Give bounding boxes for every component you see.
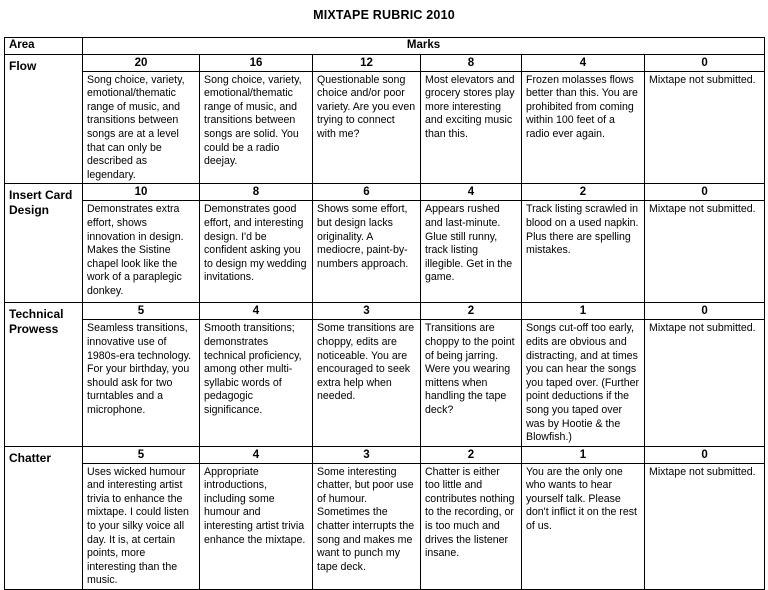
criterion-label: Flow	[5, 54, 83, 184]
score-row	[5, 54, 765, 71]
rubric-table	[4, 37, 765, 590]
criterion-label: Technical Prowess	[5, 303, 83, 446]
descriptor-cell: Demonstrates extra effort, shows innovation in design. Makes the Sistine chapel look like the work of a paraplegic donkey.	[83, 201, 200, 303]
score-row	[5, 184, 765, 201]
score-value: 0	[645, 184, 765, 201]
descriptor-cell: Mixtape not submitted.	[645, 463, 765, 589]
descriptor-cell: Transitions are choppy to the point of being jarring. Were you wearing mittens when handling the tape deck?	[421, 320, 522, 446]
criterion-label: Insert Card Design	[5, 184, 83, 303]
descriptor-cell: Mixtape not submitted.	[645, 71, 765, 184]
descriptor-cell: Mixtape not submitted.	[645, 320, 765, 446]
descriptor-cell: Seamless transitions, innovative use of 1980s-era technology. For your birthday, you should ask for two turntables and a microphone.	[83, 320, 200, 446]
marks-header: Marks	[83, 38, 765, 55]
score-value: 2	[421, 446, 522, 463]
descriptor-cell: Most elevators and grocery stores play more interesting and exciting music than this.	[421, 71, 522, 184]
score-value: 1	[522, 446, 645, 463]
descriptor-cell: Some interesting chatter, but poor use of humour. Sometimes the chatter interrupts the song and makes me want to punch my tape deck.	[313, 463, 421, 589]
score-row	[5, 303, 765, 320]
descriptor-cell: Shows some effort, but design lacks originality. A mediocre, paint-by-numbers approach.	[313, 201, 421, 303]
descriptor-row	[5, 201, 765, 303]
descriptor-cell: Uses wicked humour and interesting artist trivia to enhance the mixtape. I could listen to your silky voice all day. It is, at certain points, more interesting than the music.	[83, 463, 200, 589]
score-value: 4	[522, 54, 645, 71]
score-value: 6	[313, 184, 421, 201]
score-value: 0	[645, 446, 765, 463]
score-value: 10	[83, 184, 200, 201]
descriptor-cell: Appropriate introductions, including some humour and interesting artist trivia enhance the mixtape.	[200, 463, 313, 589]
score-value: 4	[421, 184, 522, 201]
descriptor-row	[5, 320, 765, 446]
page-title: MIXTAPE RUBRIC 2010	[313, 8, 455, 22]
descriptor-cell: Questionable song choice and/or poor variety. Are you even trying to connect with me?	[313, 71, 421, 184]
score-value: 20	[83, 54, 200, 71]
descriptor-cell: Song choice, variety, emotional/thematic range of music, and transitions between songs are solid. You could be a radio deejay.	[200, 71, 313, 184]
descriptor-cell: Song choice, variety, emotional/thematic range of music, and transitions between songs are at a level that can only be described as legendary.	[83, 71, 200, 184]
score-value: 1	[522, 303, 645, 320]
score-value: 0	[645, 303, 765, 320]
descriptor-cell: Track listing scrawled in blood on a used napkin. Plus there are spelling mistakes.	[522, 201, 645, 303]
score-value: 12	[313, 54, 421, 71]
descriptor-row	[5, 463, 765, 589]
criterion-label: Chatter	[5, 446, 83, 589]
score-value: 4	[200, 303, 313, 320]
score-value: 8	[421, 54, 522, 71]
descriptor-cell: Some transitions are choppy, edits are noticeable. You are encouraged to seek extra help when needed.	[313, 320, 421, 446]
score-value: 2	[522, 184, 645, 201]
score-value: 3	[313, 446, 421, 463]
descriptor-cell: Frozen molasses flows better than this. You are prohibited from coming within 100 feet of a radio ever again.	[522, 71, 645, 184]
score-value: 16	[200, 54, 313, 71]
area-header: Area	[5, 38, 83, 55]
score-value: 2	[421, 303, 522, 320]
descriptor-cell: You are the only one who wants to hear yourself talk. Please don't inflict it on the rest of us.	[522, 463, 645, 589]
score-value: 0	[645, 54, 765, 71]
descriptor-cell: Demonstrates good effort, and interesting design. I'd be confident asking you to design my wedding invitations.	[200, 201, 313, 303]
descriptor-cell: Mixtape not submitted.	[645, 201, 765, 303]
score-value: 5	[83, 446, 200, 463]
descriptor-cell: Smooth transitions; demonstrates technical proficiency, among other multi-syllabic words of pedagogic significance.	[200, 320, 313, 446]
descriptor-row	[5, 71, 765, 184]
score-value: 4	[200, 446, 313, 463]
descriptor-cell: Chatter is either too little and contributes nothing to the recording, or is too much and drives the listener insane.	[421, 463, 522, 589]
descriptor-cell: Appears rushed and last-minute. Glue still runny, track listing illegible. Get in the game.	[421, 201, 522, 303]
score-value: 8	[200, 184, 313, 201]
score-row	[5, 446, 765, 463]
score-value: 3	[313, 303, 421, 320]
descriptor-cell: Songs cut-off too early, edits are obvious and distracting, and at times you can hear the songs you taped over. (Further point deductions if the song you taped over was by Hootie & the Blowfish.)	[522, 320, 645, 446]
score-value: 5	[83, 303, 200, 320]
